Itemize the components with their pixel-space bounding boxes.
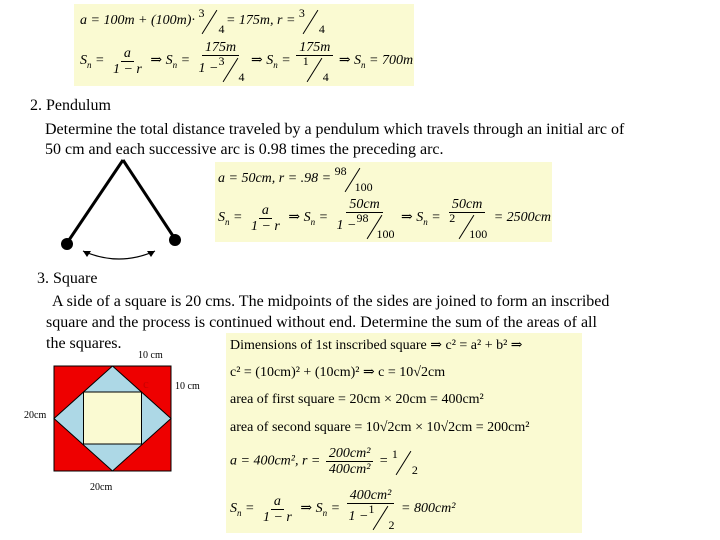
label-bottom: 20cm: [90, 482, 113, 493]
label-top: 10 cm: [138, 350, 163, 361]
pendulum-text-line-1: Determine the total distance traveled by a pendulum which travels through an initial arc of: [45, 121, 625, 138]
square-math-line-4: area of second square = 10√2cm × 10√2cm = 200cm²: [230, 420, 530, 435]
label-right: 10 cm: [175, 381, 200, 392]
label-c: c: [143, 376, 149, 391]
pendulum-diagram: [55, 155, 190, 270]
geometric-line-1: a = 100m + (100m)· 3 4 = 175m, r = 3 4: [80, 6, 325, 36]
square-math-line-3: area of first square = 20cm × 20cm = 400cm²: [230, 392, 484, 407]
label-left: 20cm: [24, 410, 47, 421]
geometric-line-2: $S_n$ = $\frac{a}{1 - r}$ ⇒ $S_n$ = 175m 1 − 3 4 ⇒ $S_n$ = 175m 1 4 ⇒ $S_n = 700m$: [80, 40, 414, 84]
square-diagram: [53, 365, 173, 473]
pendulum-text-line-2: 50 cm and each successive arc is 0.98 times the preceding arc.: [45, 141, 444, 158]
pendulum-math-line-2: $S_n$ = $\frac{a}{1 - r}$ ⇒ $S_n$ = 50cm 1 − 98 100 ⇒ $S_n$ = 50cm 2 100 = 2500cm: [218, 197, 551, 241]
square-math-line-6: $S_n$ = $\frac{a}{1 - r}$ ⇒ $S_n$ = 400cm² 1 − 1 2 = 800cm²: [230, 488, 456, 532]
square-text-line-1: A side of a square is 20 cms. The midpoints of the sides are joined to form an inscribed: [52, 293, 610, 310]
square-math-line-5: a = 400cm², r = $\frac{\text{200cm²}}{\text{400cm²}}$ = 1 2: [230, 446, 418, 477]
square-text-line-3: the squares.: [46, 335, 122, 352]
pendulum-heading: 2. Pendulum: [30, 97, 111, 114]
square-text-line-2: square and the process is continued without end. Determine the sum of the areas of all: [46, 314, 597, 331]
square-math-line-1: Dimensions of 1st inscribed square ⇒ c² = a² + b² ⇒: [230, 338, 523, 353]
square-heading: 3. Square: [37, 270, 98, 287]
pendulum-math-line-1: a = 50cm, r = .98 = 98 100: [218, 164, 373, 194]
square-math-line-2: c² = (10cm)² + (10cm)² ⇒ c = 10√2cm: [230, 365, 446, 380]
